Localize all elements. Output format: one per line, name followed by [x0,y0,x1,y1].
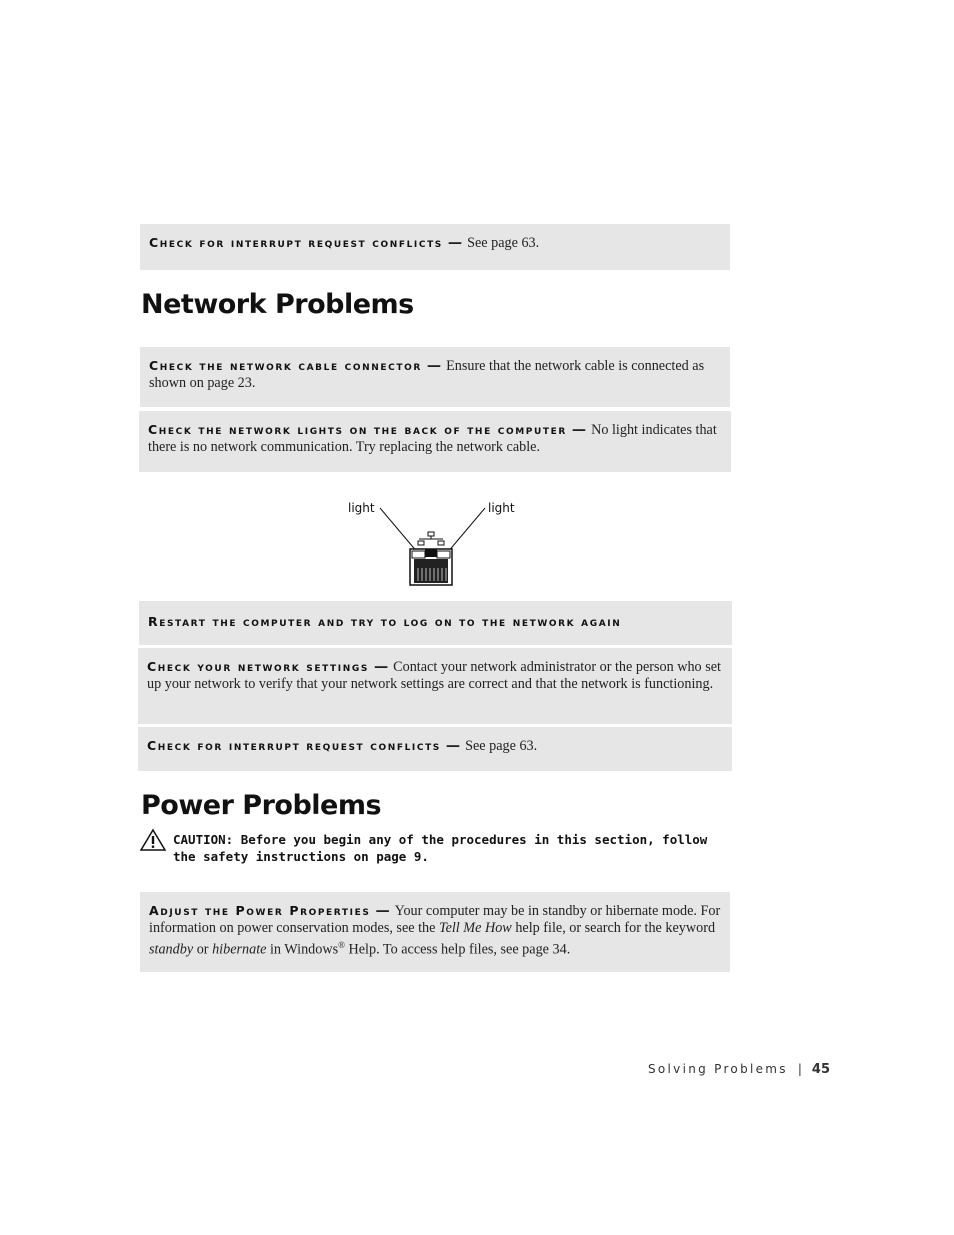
light-label-left: light [348,501,375,515]
tip-text-b: help file, or search for the keyword [515,920,716,936]
heading-power-problems: Power Problems [141,790,382,821]
leader-line-left [380,508,418,553]
em-dash: — [426,358,442,374]
caution-text: CAUTION: Before you begin any of the procedures in this section, follow the safety instructions on page 9. [173,832,708,864]
page-footer [640,1062,830,1077]
light-label-right: light [488,501,515,515]
tip-box-cable-connector [140,347,730,407]
em-dash: — [571,422,587,438]
tip-box-irq-1 [140,224,730,270]
tip-text: No light indicates that there is no network communication. Try replacing the network cable. [148,422,717,455]
tip-text-a: Your computer may be in standby or hibernate mode. For information on power conservation modes, see the [149,903,721,936]
page-number: 45 [811,1062,830,1077]
footer-separator: | [797,1062,802,1076]
tip-text-d: Help. To access help files, see page 34. [348,941,571,958]
tip-title: Adjust the Power Properties [149,903,371,918]
tip-text: Contact your network administrator or the person who set up your network to verify that your network settings are correct and that the network is functioning. [147,659,721,692]
tip-title: Check the network cable connector [149,358,422,373]
tip-text: See page 63. [467,235,540,251]
tip-text: Ensure that the network cable is connected as shown on page 23. [149,358,705,391]
rj45-port-icon [410,549,452,585]
tip-text-or: or [196,941,209,958]
tip-title: Check your network settings [147,659,369,674]
footer-section-title: Solving Problems [647,1062,788,1076]
em-dash: — [375,903,390,919]
network-connector-diagram [340,495,540,590]
tip-title: Check for interrupt request conflicts [149,235,443,250]
tip-box-irq-2 [138,727,732,771]
caution-warning-icon [139,828,167,852]
heading-network-problems: Network Problems [141,289,414,320]
tell-me-how-emphasis: Tell Me How [438,920,512,936]
leader-line-right [447,508,485,553]
link-light-right [437,551,450,558]
tip-title: Check for interrupt request conflicts [147,738,441,753]
tip-box-network-settings [138,648,732,724]
tip-title: Check the network lights on the back of the computer [148,422,567,437]
tip-text-c: in Windows [269,941,339,958]
tip-text: See page 63. [465,738,538,754]
tip-box-restart [139,601,732,645]
link-light-left [412,551,425,558]
tip-box-power-properties [140,892,730,972]
hibernate-keyword: hibernate [212,941,267,958]
registered-mark: ® [338,940,345,950]
em-dash: — [373,659,389,675]
em-dash: — [445,738,461,754]
tip-box-network-lights [139,411,731,472]
standby-keyword: standby [149,941,194,958]
network-symbol-icon [418,532,444,545]
em-dash: — [447,235,463,251]
tip-title: Restart the computer and try to log on to the network again [148,614,622,629]
